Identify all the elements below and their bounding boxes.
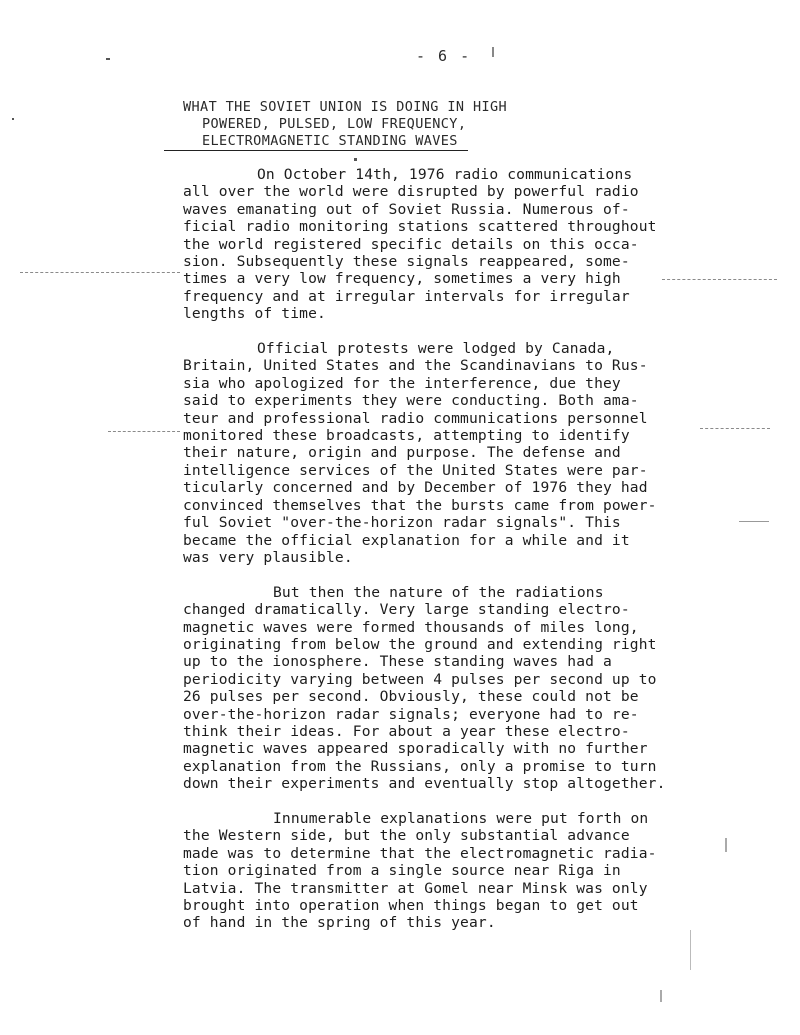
text-line: brought into operation when things began to get out	[183, 897, 639, 915]
paragraph-1	[183, 166, 723, 323]
paragraph-3	[183, 584, 723, 793]
text-line: magnetic waves appeared sporadically with no further	[183, 740, 648, 758]
text-line: Official protests were lodged by Canada,	[257, 340, 615, 358]
scan-speck	[690, 930, 691, 970]
text-line: waves emanating out of Soviet Russia. Numerous of-	[183, 200, 630, 218]
text-line: Innumerable explanations were put forth on	[273, 809, 649, 827]
text-line: up to the ionosphere. These standing waves had a	[183, 653, 612, 671]
text-line: ful Soviet "over-the-horizon radar signals". This	[183, 514, 621, 532]
text-line: was very plausible.	[183, 548, 353, 566]
text-line: all over the world were disrupted by powerful radio	[183, 183, 639, 201]
text-line: convinced themselves that the bursts came from power-	[183, 496, 657, 514]
paragraph-2	[183, 340, 723, 566]
text-line: the world registered specific details on this occa-	[183, 235, 639, 253]
text-line: tion originated from a single source near Riga in	[183, 862, 621, 880]
text-line: sion. Subsequently these signals reappeared, some-	[183, 253, 630, 271]
scan-dash-mark	[662, 279, 777, 280]
text-line: frequency and at irregular intervals for irregular	[183, 287, 630, 305]
text-line: explanation from the Russians, only a promise to turn	[183, 757, 657, 775]
text-line: said to experiments they were conducting. Both ama-	[183, 392, 639, 410]
scan-speck	[106, 58, 110, 60]
text-line: times a very low frequency, sometimes a very high	[183, 270, 621, 288]
text-line: originating from below the ground and extending right	[183, 635, 657, 653]
text-line: periodicity varying between 4 pulses per second up to	[183, 670, 657, 688]
scan-speck	[492, 47, 494, 57]
text-line: teur and professional radio communications personnel	[183, 409, 648, 427]
text-line: Latvia. The transmitter at Gomel near Minsk was only	[183, 879, 648, 897]
text-line: Britain, United States and the Scandinavians to Rus-	[183, 357, 648, 375]
text-line: lengths of time.	[183, 305, 326, 323]
text-line: down their experiments and eventually stop altogether.	[183, 775, 666, 793]
scan-dash-mark	[700, 428, 770, 429]
scan-dash-mark	[20, 272, 180, 273]
scan-speck	[354, 158, 357, 161]
text-line: changed dramatically. Very large standing electro-	[183, 601, 630, 619]
text-line: intelligence services of the United States were par-	[183, 461, 648, 479]
scan-dash-mark	[108, 431, 180, 432]
text-line: of hand in the spring of this year.	[183, 914, 496, 932]
heading-line-1: WHAT THE SOVIET UNION IS DOING IN HIGH	[183, 99, 508, 115]
text-line: became the official explanation for a while and it	[183, 531, 630, 549]
scan-speck	[739, 521, 769, 522]
text-line: ficial radio monitoring stations scattered throughout	[183, 218, 657, 236]
text-line: 26 pulses per second. Obviously, these could not be	[183, 688, 639, 706]
text-line: But then the nature of the radiations	[273, 583, 604, 601]
text-line: magnetic waves were formed thousands of miles long,	[183, 618, 639, 636]
section-heading	[183, 99, 507, 151]
text-line: monitored these broadcasts, attempting to identify	[183, 427, 630, 445]
text-line: the Western side, but the only substantial advance	[183, 827, 630, 845]
text-line: over-the-horizon radar signals; everyone had to re-	[183, 705, 639, 723]
scan-speck	[660, 990, 662, 1002]
heading-line-2: POWERED, PULSED, LOW FREQUENCY,	[202, 116, 467, 132]
heading-line-3: ELECTROMAGNETIC STANDING WAVES	[164, 133, 468, 151]
text-line: made was to determine that the electromagnetic radia-	[183, 844, 657, 862]
page-number: - 6 -	[416, 47, 472, 65]
text-line: their nature, origin and purpose. The defense and	[183, 444, 621, 462]
text-line: think their ideas. For about a year these electro-	[183, 722, 630, 740]
body-text	[183, 166, 723, 949]
text-line: On October 14th, 1976 radio communications	[257, 166, 633, 183]
text-line: ticularly concerned and by December of 1976 they had	[183, 479, 648, 497]
text-line: sia who apologized for the interference, due they	[183, 374, 621, 392]
scan-speck	[725, 838, 727, 852]
scan-speck	[12, 118, 14, 120]
paragraph-4	[183, 810, 723, 932]
